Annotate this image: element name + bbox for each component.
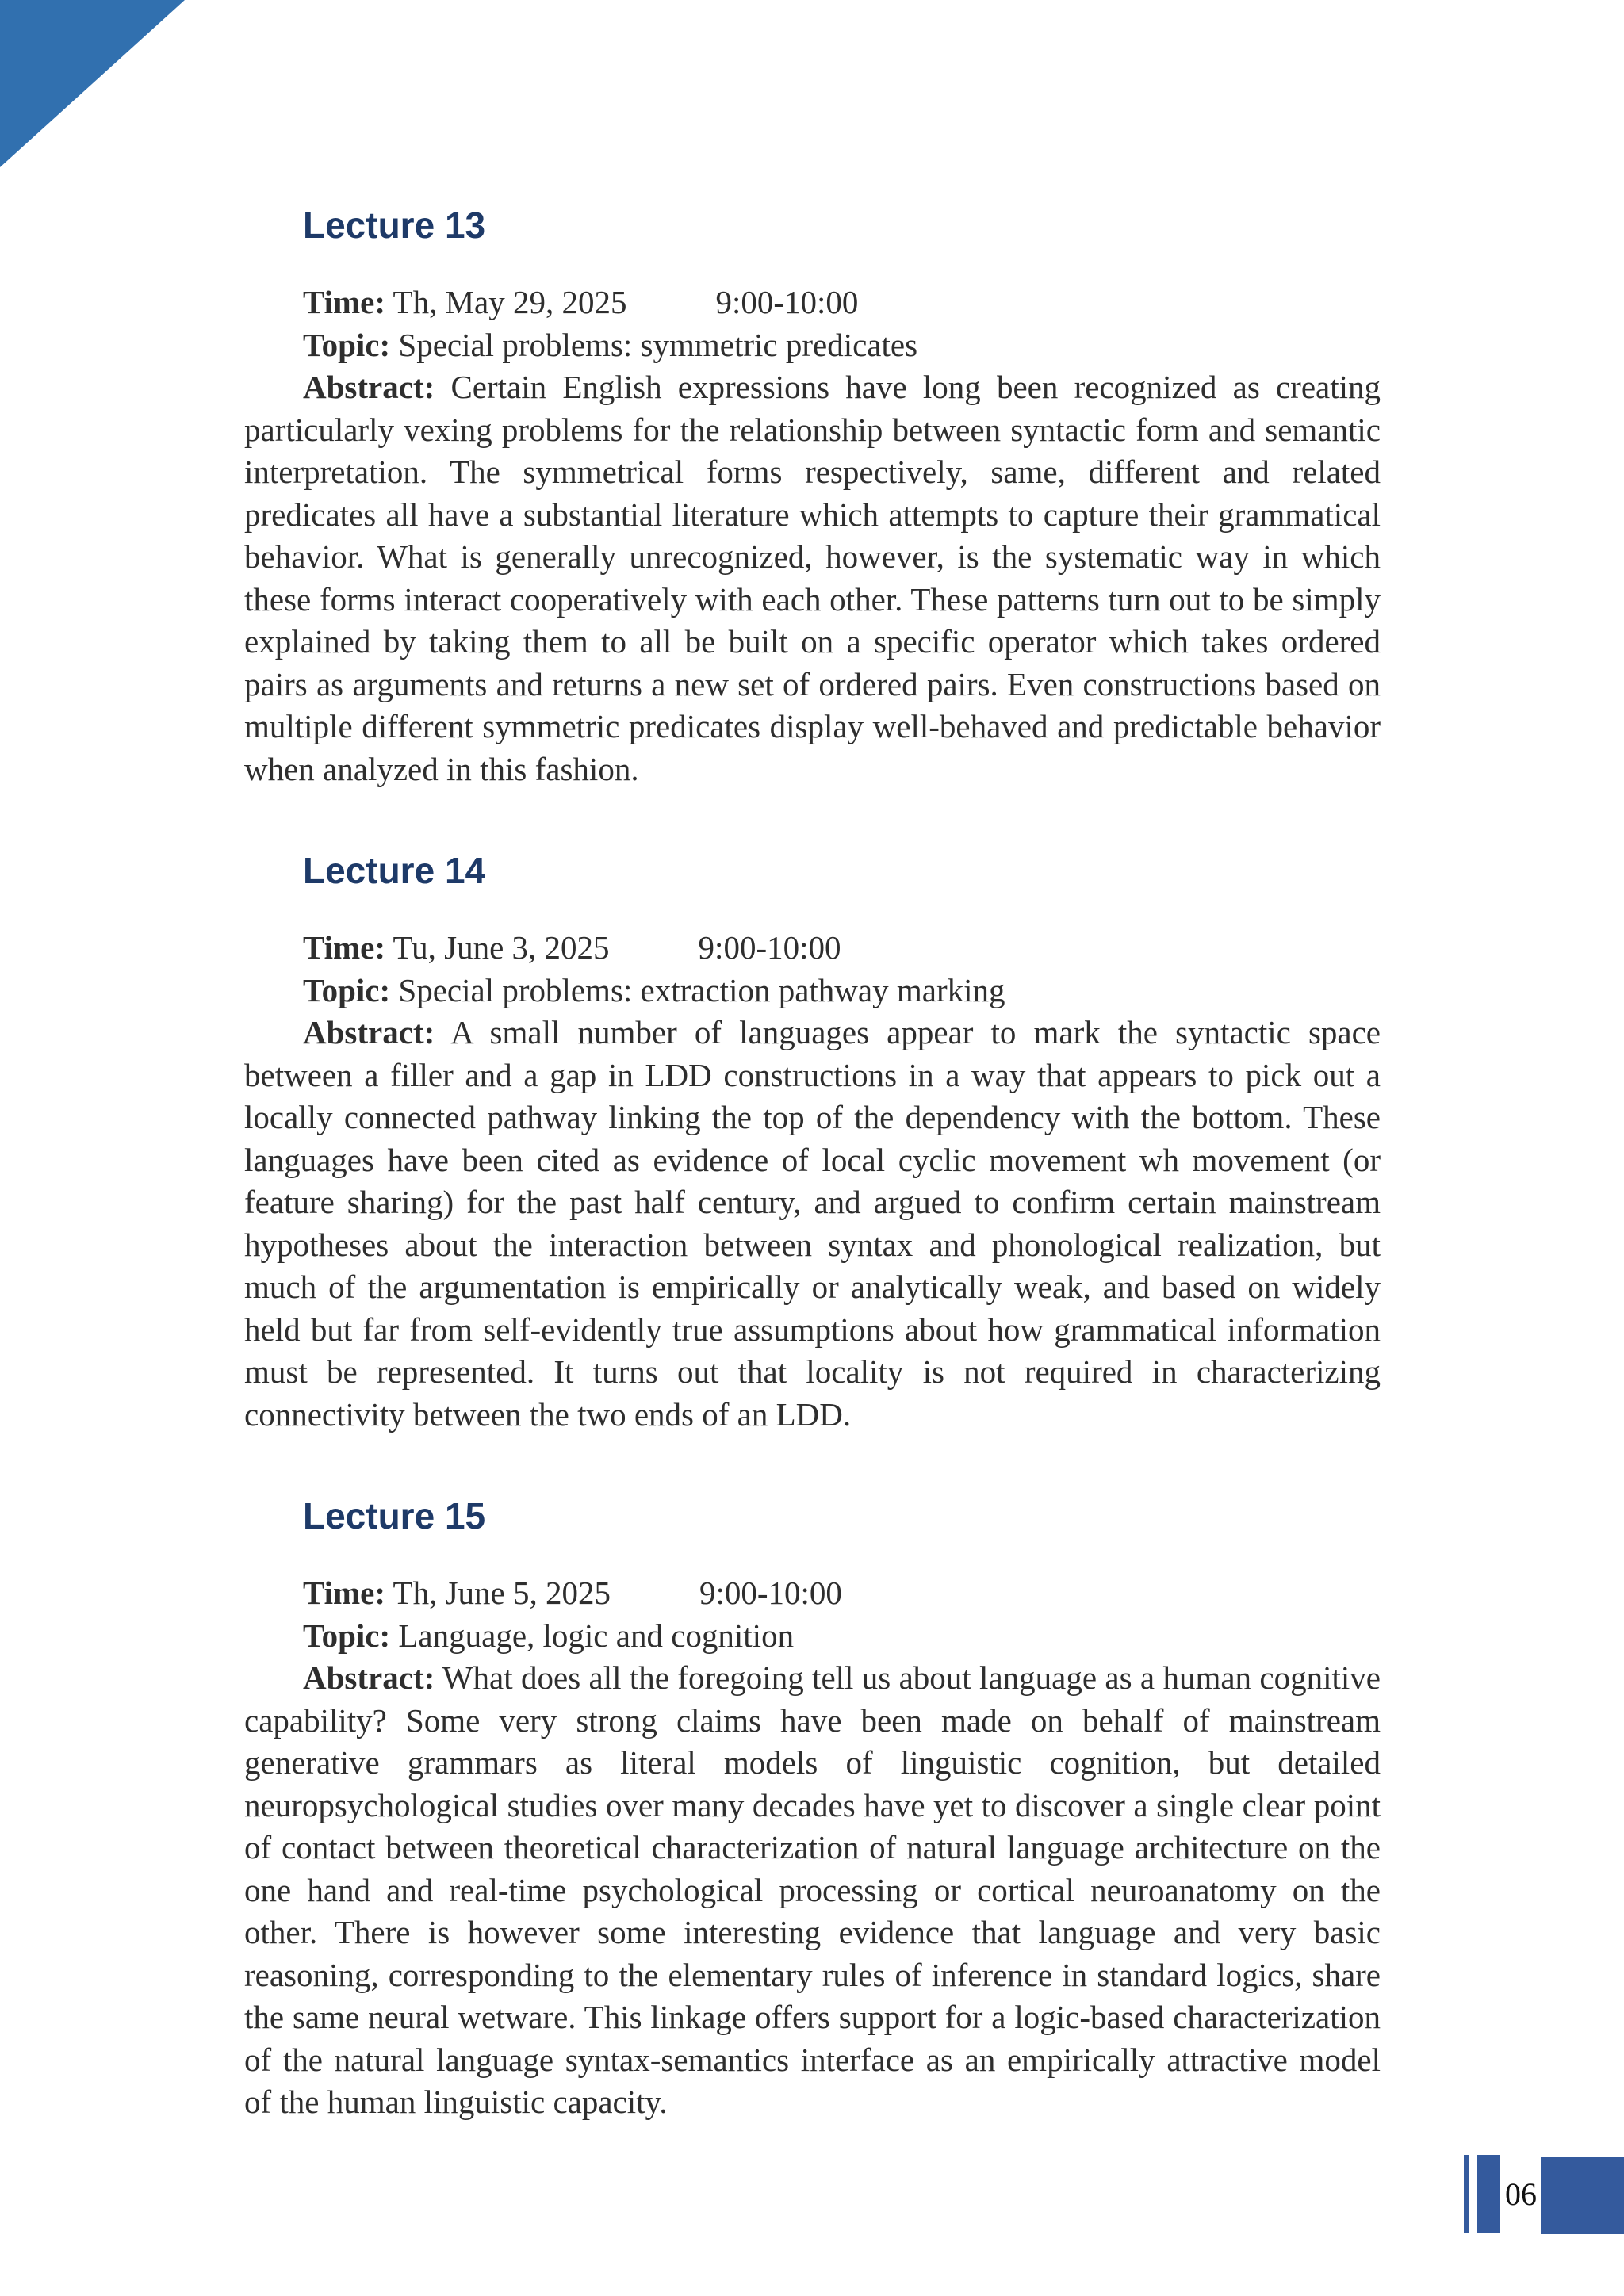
time-label: Time:	[303, 284, 386, 320]
lecture-section-14	[244, 850, 1381, 1436]
abstract-label: Abstract:	[303, 1659, 435, 1696]
lecture-15-time-row	[244, 1572, 1381, 1615]
topic-label: Topic:	[303, 971, 391, 1008]
lecture-14-topic-row	[244, 970, 1381, 1012]
abstract-label: Abstract:	[303, 369, 435, 405]
lecture-13-title: Lecture 13	[303, 205, 486, 246]
hours-value: 9:00-10:00	[699, 1575, 842, 1611]
lecture-13-time-row	[244, 281, 1381, 324]
hours-value: 9:00-10:00	[715, 284, 859, 320]
lecture-13-topic-row	[244, 324, 1381, 367]
lecture-15-topic-row	[244, 1615, 1381, 1658]
topic-value: Language, logic and cognition	[398, 1617, 795, 1654]
lecture-14-title: Lecture 14	[303, 850, 486, 891]
page-content	[244, 0, 1381, 2124]
hours-value: 9:00-10:00	[698, 929, 841, 966]
lecture-13-abstract	[244, 366, 1381, 790]
footer-accent-bar-thick	[1477, 2155, 1500, 2233]
abstract-text: Certain English expressions have long been recognized as creating particularly vexing problems for the relationship between syntactic form and semantic interpretation. The symmetrical forms respectively, same, different and related predicates all have a substantial literature which attempts to capture their grammatical behavior. What is generally unrecognized, however, is the systematic way in which these forms interact cooperatively with each other. These patterns turn out to be simply explained by taking them to all be built on a specific operator which takes ordered pairs as arguments and returns a new set of ordered pairs. Even constructions based on multiple different symmetric predicates display well-behaved and predictable behavior when analyzed in this fashion.	[244, 369, 1381, 787]
corner-accent-triangle	[0, 0, 185, 167]
lecture-section-15	[244, 1495, 1381, 2124]
lecture-section-13	[244, 0, 1381, 790]
topic-label: Topic:	[303, 1617, 391, 1654]
topic-value: Special problems: extraction pathway marking	[398, 971, 1005, 1008]
abstract-text: What does all the foregoing tell us about language as a human cognitive capability? Some very strong claims have been made on behalf of mainstream generative grammars as literal models of linguistic cognition, but detailed neuropsychological studies over many decades have yet to discover a single clear point of contact between theoretical characterization of natural language architecture on the one hand and real-time psychological processing or cortical neuroanatomy on the other. There is however some interesting evidence that language and very basic reasoning, corresponding to the elementary rules of inference in standard logics, share the same neural wetware. This linkage offers support for a logic-based characterization of the natural language syntax-semantics interface as an empirically attractive model of the human linguistic capacity.	[244, 1659, 1381, 2120]
lecture-14-time-row	[244, 927, 1381, 970]
abstract-label: Abstract:	[303, 1014, 435, 1050]
time-value: Th, May 29, 2025	[393, 284, 627, 320]
time-value: Th, June 5, 2025	[393, 1575, 611, 1611]
page-number: 06	[1505, 2175, 1537, 2212]
lecture-15-abstract	[244, 1657, 1381, 2124]
lecture-14-abstract	[244, 1012, 1381, 1436]
footer-accent-bar-thin	[1464, 2155, 1469, 2233]
time-value: Tu, June 3, 2025	[393, 929, 610, 966]
footer-accent-bar-large	[1541, 2157, 1624, 2234]
abstract-text: A small number of languages appear to mark the syntactic space between a filler and a gap in LDD constructions in a way that appears to pick out a locally connected pathway linking the top of the dependency with the bottom. These languages have been cited as evidence of local cyclic movement wh movement (or feature sharing) for the past half century, and argued to confirm certain mainstream hypotheses about the interaction between syntax and phonological realization, but much of the argumentation is empirically or analytically weak, and based on widely held but far from self-evidently true assumptions about how grammatical information must be represented. It turns out that locality is not required in characterizing connectivity between the two ends of an LDD.	[244, 1014, 1381, 1433]
topic-label: Topic:	[303, 326, 391, 363]
topic-value: Special problems: symmetric predicates	[398, 326, 918, 363]
time-label: Time:	[303, 1575, 386, 1611]
lecture-15-title: Lecture 15	[303, 1495, 486, 1536]
time-label: Time:	[303, 929, 386, 966]
